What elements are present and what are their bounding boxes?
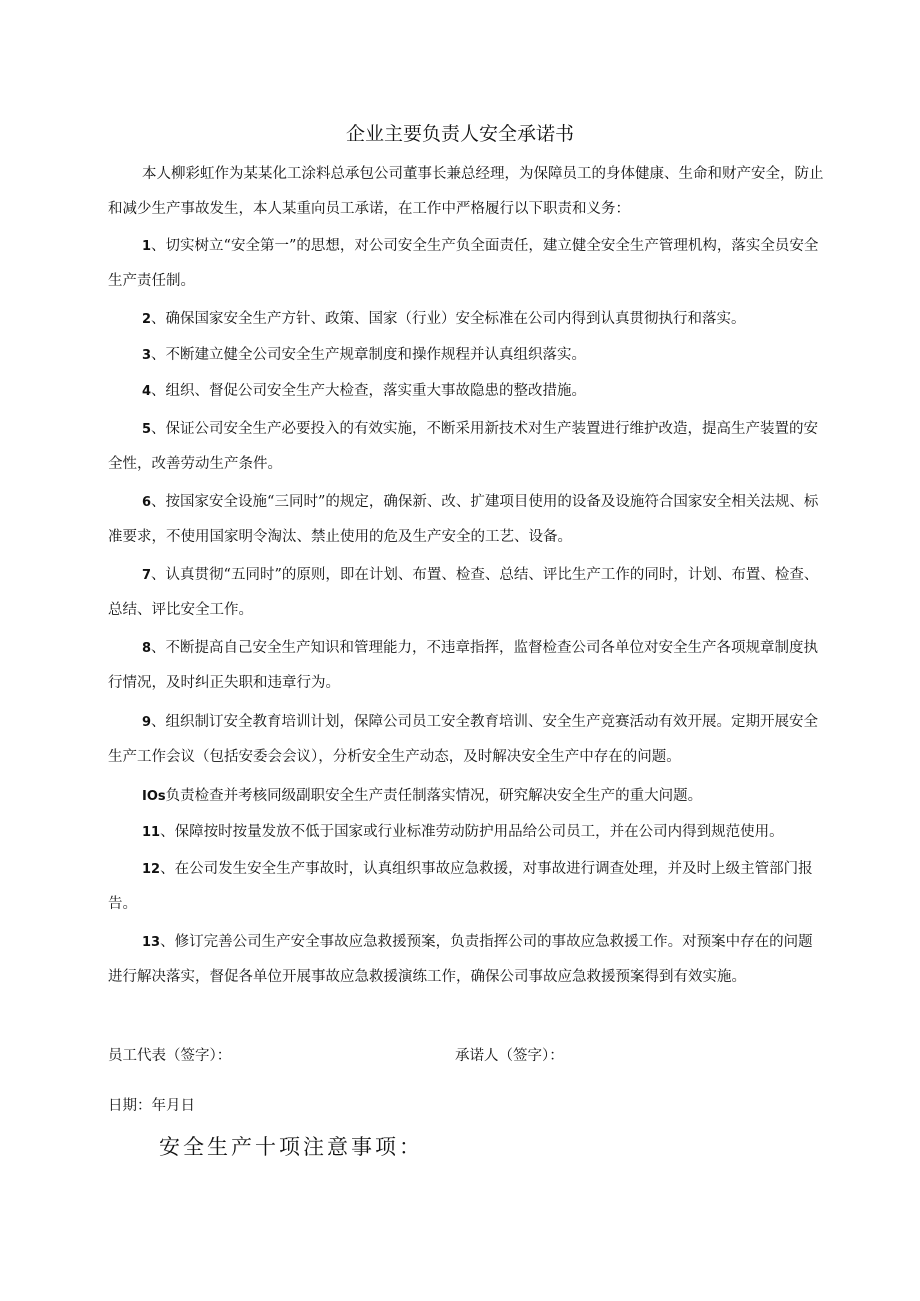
item-number: 4 <box>142 384 152 399</box>
item-number: 2 <box>142 312 152 327</box>
item-text: 、不断提高自己安全生产知识和管理能力，不违章指挥，监督检查公司各单位对安全生产各项规章制度执行情况，及时纠正失职和违章行为。 <box>108 640 819 691</box>
item-text: 、在公司发生安全生产事故时，认真组织事故应急救援，对事故进行调查处理，并及时上级主管部门报告。 <box>108 861 813 912</box>
item-text: 、确保国家安全生产方针、政策、国家（行业）安全标准在公司内得到认真贯彻执行和落实。 <box>151 311 746 327</box>
item-text: 负责检查并考核同级副职安全生产责任制落实情况，研究解决安全生产的重大问题。 <box>165 788 703 804</box>
item-number: 12 <box>142 862 161 877</box>
item-number: 8 <box>142 641 152 656</box>
document-title: 企业主要负责人安全承诺书 <box>345 123 574 145</box>
item-number: IOs <box>142 789 166 804</box>
item-number: 11 <box>142 825 161 840</box>
list-item <box>108 229 824 299</box>
item-number: 5 <box>142 422 152 437</box>
list-item <box>108 338 824 373</box>
list-item <box>108 558 824 628</box>
list-item <box>108 412 824 482</box>
item-number: 7 <box>142 568 152 583</box>
item-text: 、不断建立健全公司安全生产规章制度和操作规程并认真组织落实。 <box>151 347 587 363</box>
list-item <box>108 925 824 995</box>
item-number: 3 <box>142 348 152 363</box>
item-text: 、按国家安全设施“三同时”的规定，确保新、改、扩建项目使用的设备及设施符合国家安全相关法规、标准要求，不使用国家明令淘汰、禁止使用的危及生产安全的工艺、设备。 <box>108 494 819 545</box>
item-text: 、组织制订安全教育培训计划，保障公司员工安全教育培训、安全生产竞赛活动有效开展。定期开展安全生产工作会议（包括安委会会议），分析安全生产动态，及时解决安全生产中存在的问题。 <box>108 714 819 765</box>
list-item <box>108 302 824 337</box>
employee-rep-signature-label: 员工代表（签字）： <box>108 1048 232 1064</box>
list-item <box>108 815 824 850</box>
list-item <box>108 779 824 814</box>
item-number: 6 <box>142 495 152 510</box>
list-item <box>108 374 824 409</box>
item-text: 、修订完善公司生产安全事故应急救援预案，负责指挥公司的事故应急救援工作。对预案中存在的问题进行解决落实，督促各单位开展事故应急救援演练工作，确保公司事故应急救援预案得到有效实施。 <box>108 934 813 985</box>
intro-paragraph: 本人柳彩虹作为某某化工涂料总承包公司董事长兼总经理，为保障员工的身体健康、生命和财产安全，防止和减少生产事故发生，本人某重向员工承诺，在工作中严格履行以下职责和义务： <box>108 166 824 217</box>
promisor-signature-label: 承诺人（签字）： <box>455 1048 564 1064</box>
list-item <box>108 631 824 701</box>
section-title: 安全生产十项注意事项： <box>159 1135 423 1159</box>
list-item <box>108 485 824 555</box>
item-text: 、切实树立“安全第一”的思想，对公司安全生产负全面责任，建立健全安全生产管理机构，落实全员安全生产责任制。 <box>108 238 819 289</box>
date-label: 日期：年月日 <box>108 1098 195 1114</box>
list-item <box>108 705 824 775</box>
item-number: 9 <box>142 715 152 730</box>
list-item <box>108 852 824 922</box>
item-text: 、认真贯彻“五同时”的原则，即在计划、布置、检查、总结、评比生产工作的同时，计划、布置、检查、总结、评比安全工作。 <box>108 567 819 618</box>
item-text: 、组织、督促公司安全生产大检查，落实重大事故隐患的整改措施。 <box>151 383 587 399</box>
item-number: 1 <box>142 239 152 254</box>
item-text: 、保证公司安全生产必要投入的有效实施，不断采用新技术对生产装置进行维护改造，提高生产装置的安全性，改善劳动生产条件。 <box>108 421 819 472</box>
item-number: 13 <box>142 935 161 950</box>
item-text: 、保障按时按量发放不低于国家或行业标准劳动防护用品给公司员工，并在公司内得到规范使用。 <box>160 824 784 840</box>
